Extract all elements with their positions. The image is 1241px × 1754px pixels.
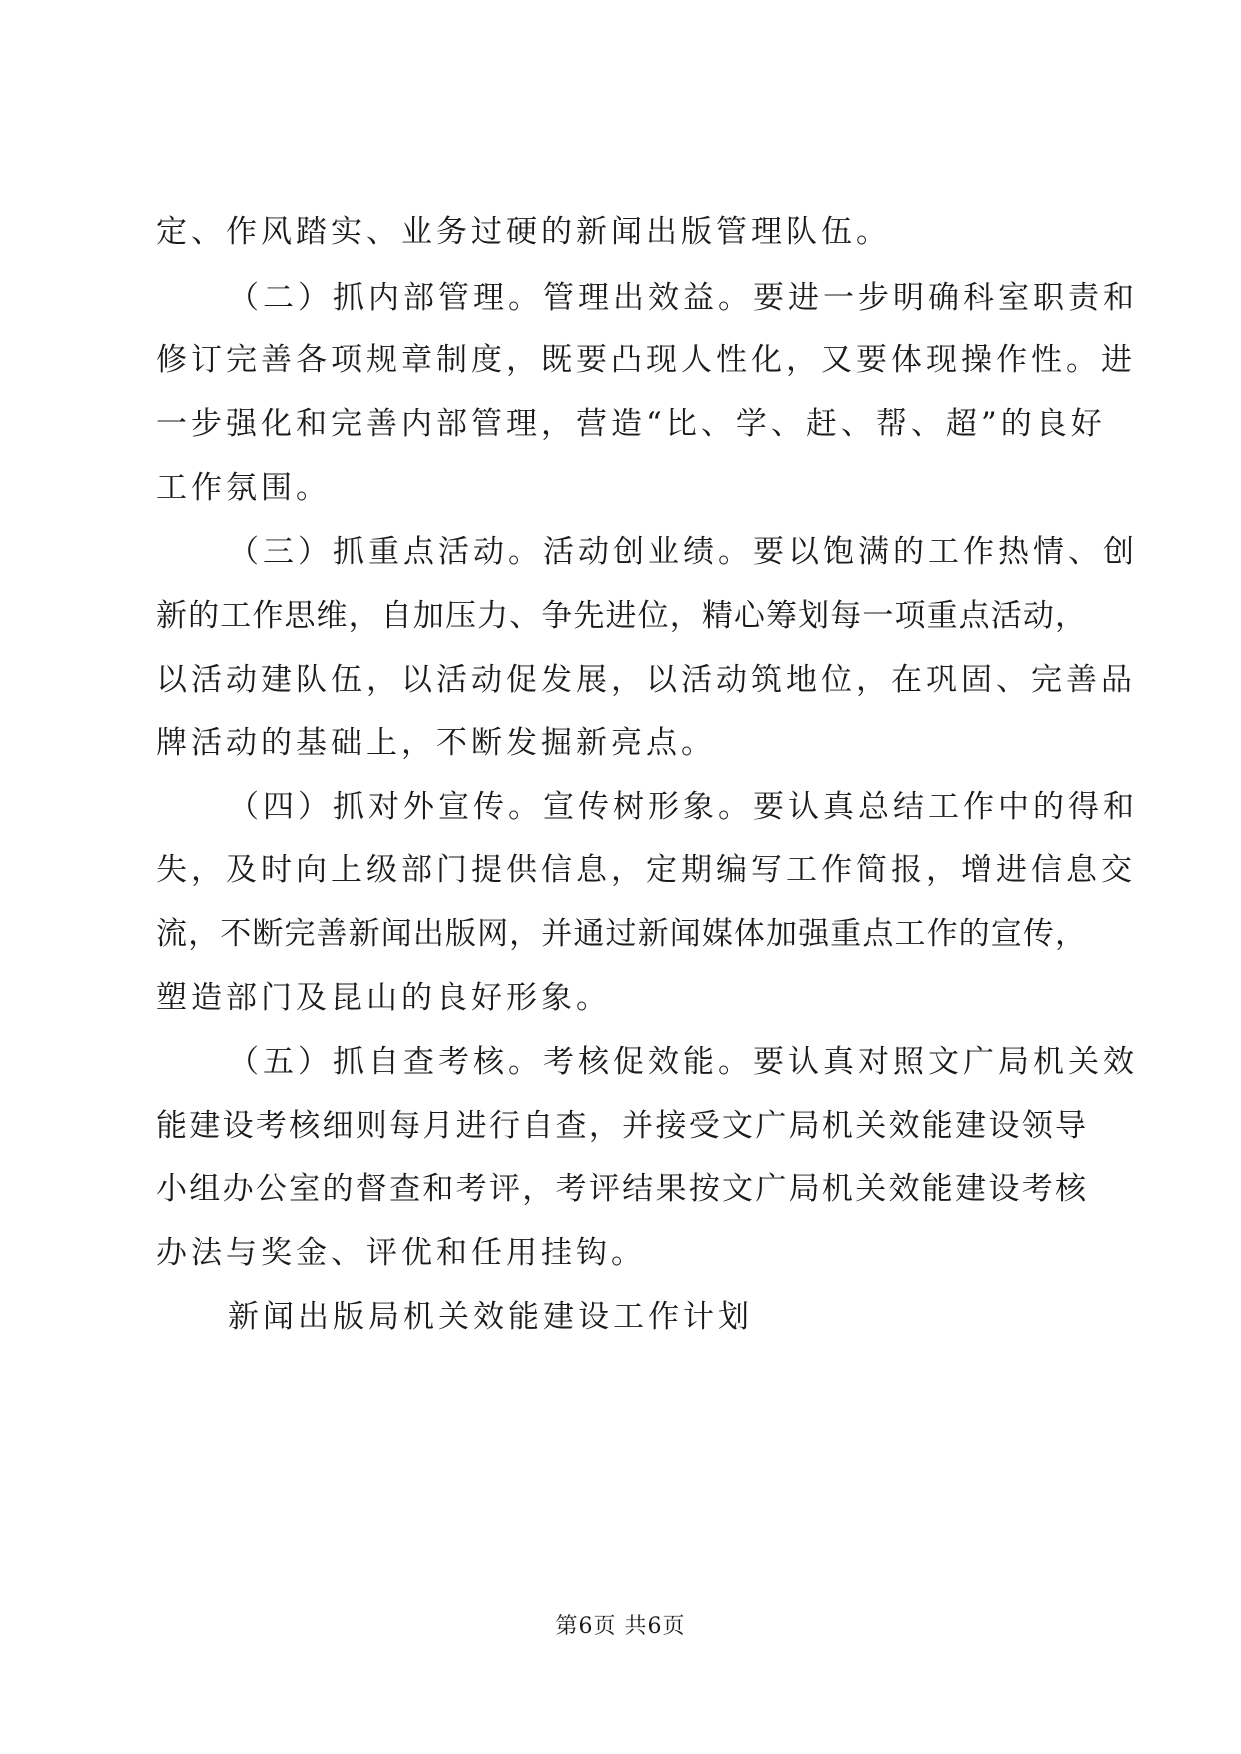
paragraph-line: 一步强化和完善内部管理，营造“比、学、赶、帮、超”的良好 <box>156 406 1106 442</box>
paragraph-line: 塑造部门及昆山的良好形象。 <box>156 980 611 1016</box>
paragraph-line: （四）抓对外宣传。宣传树形象。要认真总结工作中的得和 <box>228 789 1138 825</box>
paragraph-line: 流，不断完善新闻出版网，并通过新闻媒体加强重点工作的宣传， <box>156 916 1086 952</box>
paragraph-line: 定、作风踏实、业务过硬的新闻出版管理队伍。 <box>156 214 891 250</box>
paragraph-line: 办法与奖金、评优和任用挂钩。 <box>156 1235 646 1271</box>
paragraph-line: 能建设考核细则每月进行自查，并接受文广局机关效能建设领导 <box>156 1108 1086 1144</box>
paragraph-line: 失，及时向上级部门提供信息，定期编写工作简报，增进信息交 <box>156 852 1136 888</box>
document-title-line: 新闻出版局机关效能建设工作计划 <box>228 1299 753 1335</box>
paragraph-line: 以活动建队伍，以活动促发展，以活动筑地位，在巩固、完善品 <box>156 662 1136 698</box>
page-number: 第6页 共6页 <box>555 1614 686 1639</box>
paragraph-line: （二）抓内部管理。管理出效益。要进一步明确科室职责和 <box>228 280 1138 316</box>
paragraph-line: 牌活动的基础上，不断发掘新亮点。 <box>156 725 716 761</box>
paragraph-line: （五）抓自查考核。考核促效能。要认真对照文广局机关效 <box>228 1044 1138 1080</box>
paragraph-line: 小组办公室的督查和考评，考评结果按文广局机关效能建设考核 <box>156 1171 1086 1207</box>
paragraph-line: 新的工作思维，自加压力、争先进位，精心筹划每一项重点活动， <box>156 598 1086 634</box>
paragraph-line: 工作氛围。 <box>156 470 331 506</box>
paragraph-line: 修订完善各项规章制度，既要凸现人性化，又要体现操作性。进 <box>156 342 1136 378</box>
paragraph-line: （三）抓重点活动。活动创业绩。要以饱满的工作热情、创 <box>228 534 1138 570</box>
